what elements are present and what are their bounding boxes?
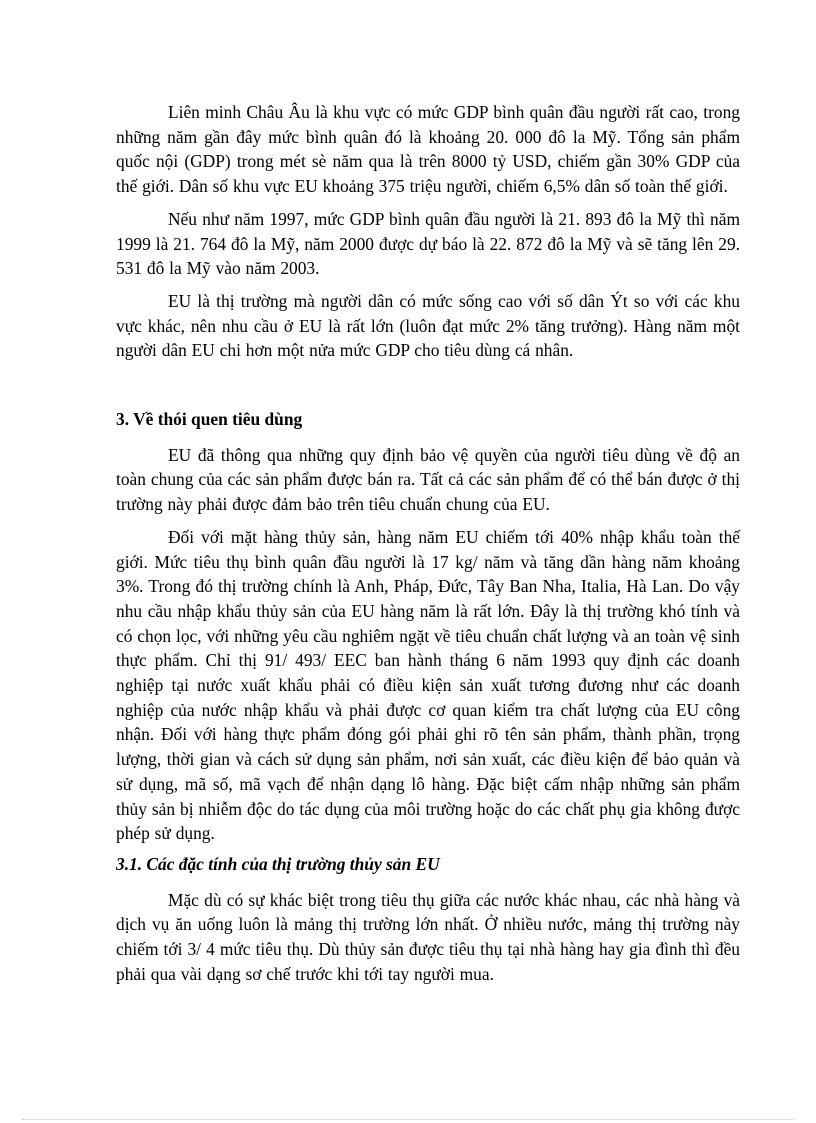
section-spacer [116,363,740,407]
paragraph-seafood-imports: Đối với mặt hàng thủy sản, hàng năm EU chiếm tới 40% nhập khẩu toàn thế giới. Mức tiêu thụ bình quân đầu người là 17 kg/ năm và tăng dần hàng năm khoảng 3%. Trong đó thị trường chính là Anh, Pháp, Đức, Tây Ban Nha, Italia, Hà Lan. Do vậy nhu cầu nhập khẩu thủy sản của EU hàng năm là rất lớn. Đây là thị trường khó tính và có chọn lọc, với những yêu cầu nghiêm ngặt về tiêu chuẩn chất lượng và an toàn vệ sinh thực phẩm. Chỉ thị 91/ 493/ EEC ban hành tháng 6 năm 1993 quy định các doanh nghiệp tại nước xuất khẩu phải có điều kiện sản xuất tương đương như các doanh nghiệp của nước nhập khẩu và phải được cơ quan kiểm tra chất lượng của EU công nhận. Đối với hàng thực phẩm đóng gói phải ghi rõ tên sản phẩm, thành phần, trọng lượng, thời gian và cách sử dụng sản phẩm, nơi sản xuất, các điều kiện để bảo quản và sử dụng, mã số, mã vạch để nhận dạng lô hàng. Đặc biệt cấm nhập những sản phẩm thủy sản bị nhiễm độc do tác dụng của môi trường hoặc do các chất phụ gia không được phép sử dụng. [116,526,740,844]
subsection-heading-seafood-market: 3.1. Các đặc tính của thị trường thủy sản EU [116,853,440,874]
document-body [116,100,740,987]
paragraph-eu-gdp-overview: Liên minh Châu Âu là khu vực có mức GDP bình quân đầu người rất cao, trong những năm gần đây mức bình quân đó là khoảng 20. 000 đô la Mỹ. Tổng sản phẩm quốc nội (GDP) trong mét sè năm qua là trên 8000 tỷ USD, chiếm gần 30% GDP của thế giới. Dân số khu vực EU khoảng 375 triệu người, chiếm 6,5% dân số toàn thế giới. [116,102,740,197]
paragraph-gdp-per-capita-trend: Nếu như năm 1997, mức GDP bình quân đầu người là 21. 893 đô la Mỹ thì năm 1999 là 21. 764 đô la Mỹ, năm 2000 được dự báo là 22. 872 đô la Mỹ và sẽ tăng lên 29. 531 đô la Mỹ vào năm 2003. [116,208,740,279]
paragraph-consumer-protection: EU đã thông qua những quy định bảo vệ quyền của người tiêu dùng về độ an toàn chung của các sản phẩm được bán ra. Tất cả các sản phẩm để có thể bán được ở thị trường này phải được đảm bảo trên tiêu chuẩn chung của EU. [116,444,740,515]
page-bottom-divider [22,1119,794,1120]
paragraph-restaurant-market: Mặc dù có sự khác biệt trong tiêu thụ giữa các nước khác nhau, các nhà hàng và dịch vụ ăn uống luôn là mảng thị trường lớn nhất. Ở nhiều nước, mảng thị trường này chiếm tới 3/ 4 mức tiêu thụ. Dù thủy sản được tiêu thụ tại nhà hàng hay gia đình thì đều phải qua vài dạng sơ chế trước khi tới tay người mua. [116,889,740,984]
section-heading-consumption-habits: 3. Về thói quen tiêu dùng [116,409,303,430]
paragraph-eu-consumer-demand: EU là thị trường mà người dân có mức sống cao với số dân Ýt so với các khu vực khác, nên nhu cầu ở EU là rất lớn (luôn đạt mức 2% tăng trưởng). Hàng năm một người dân EU chi hơn một nửa mức GDP cho tiêu dùng cá nhân. [116,290,740,361]
